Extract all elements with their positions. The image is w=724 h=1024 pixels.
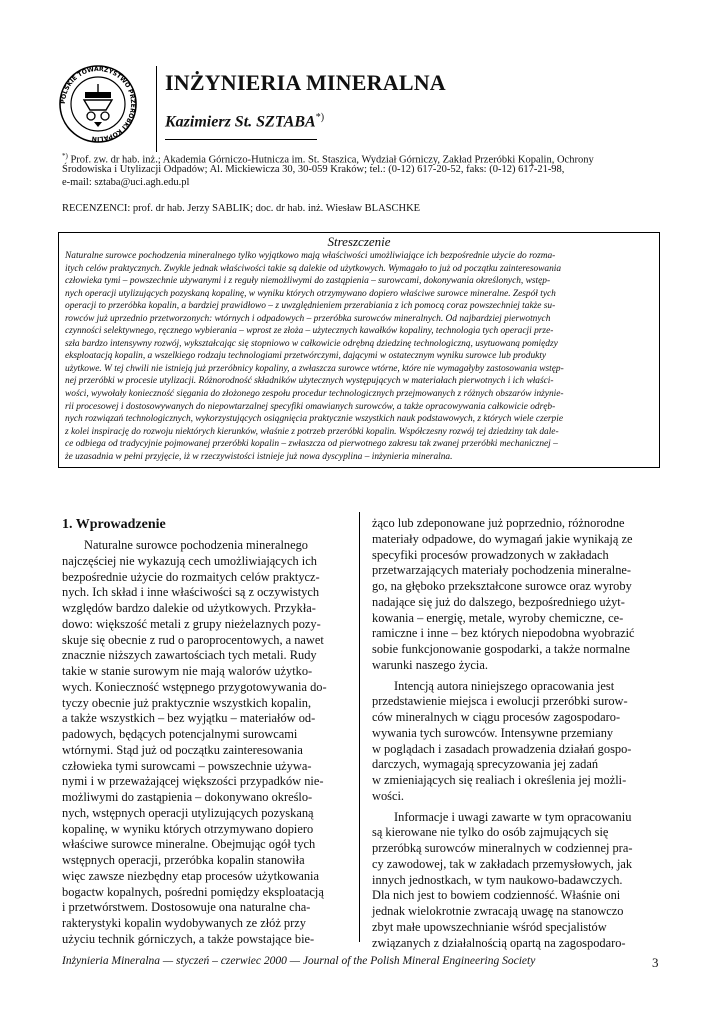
text-line: Naturalne surowce pochodzenia mineralnego tylko wyjątkowo mają właściwości umożliwiające ich bezpośrednie użycie do rozma- bbox=[65, 251, 556, 261]
text-line: skuje się obecnie z rud o paroprocentowych, a nawet bbox=[62, 632, 324, 647]
author-name-text: Kazimierz St. SZTABA bbox=[165, 113, 316, 131]
author-name bbox=[165, 112, 324, 131]
text-line: użyciu technik górniczych, a także powstające bie- bbox=[62, 931, 315, 946]
affiliation-mark: *) bbox=[62, 152, 68, 160]
author-footnote-mark: *) bbox=[315, 112, 325, 123]
text-line: i przetwórstwem. Dostosowuje ona naturalne cha- bbox=[62, 900, 311, 915]
text-line: sobie funkcjonowanie gospodarki, a także normalne bbox=[372, 642, 631, 656]
text-line: w poglądach i zasadach prowadzenia działań gospo- bbox=[372, 741, 632, 756]
abstract-box bbox=[58, 232, 660, 468]
text-line: wywania tych surowców. Intensywne przemiany bbox=[372, 725, 614, 740]
page-number: 3 bbox=[652, 955, 659, 970]
text-line: w zmieniających się realiach i określenia jej możli- bbox=[372, 773, 627, 787]
text-line: ców mineralnych w ciągu procesów zagospodaro- bbox=[372, 710, 621, 724]
text-line: nych. Ich skład i inne właściwości są z oczywistych bbox=[62, 585, 320, 600]
journal-title: INŻYNIERIA MINERALNA bbox=[165, 70, 446, 95]
text-line: nych, wstępnych operacji utylizujących pozyskaną bbox=[62, 805, 314, 820]
text-line: więc zawsze niezbędny etap procesów użytkowania bbox=[62, 868, 319, 883]
text-line: zbyt małe upowszechnianie wśród specjalistów bbox=[372, 919, 607, 934]
right-column bbox=[372, 516, 662, 951]
text-line: właściwe surowce mineralne. Obejmując ogół tych bbox=[62, 837, 316, 852]
affiliation-line: e-mail: sztaba@uci.agh.edu.pl bbox=[62, 177, 190, 189]
text-line: najczęściej nie wykazują cech umożliwiających ich bbox=[62, 553, 317, 568]
column-divider bbox=[359, 512, 360, 942]
text-line: nadające się już do dalszego, bezpośredniego użyt- bbox=[372, 594, 625, 609]
text-line: nych operacji utylizujących pozyskaną kopalinę, w wyniku których otrzymywano dopiero właściwe surowce mineralne. Zespół tych bbox=[65, 288, 556, 299]
text-line: itych celów praktycznych. Zwykle jednak właściwości takie są dalekie od użytkowych. Wymagało to już od początku zainteresowania bbox=[65, 263, 562, 274]
paragraph bbox=[372, 516, 662, 674]
text-line: kopalinę, w wyniku których otrzymywano dopiero bbox=[62, 821, 314, 836]
header-divider bbox=[156, 66, 157, 152]
text-line: wości, wywołały konieczność sięgania do złożonego zespołu procedur technologicznych przejmowanych z różnych obszarów inżynie- bbox=[65, 389, 564, 400]
text-line: ramiczne i inne – bez których niepodobna wyobrazić bbox=[372, 626, 635, 641]
text-line: bezpośrednie użycie do rozmaitych celów praktycz- bbox=[62, 569, 320, 584]
text-line: go, na głęboko przekształcone surowce oraz wyroby bbox=[372, 579, 632, 593]
text-line: operacji to przeróbka kopalin, a bardziej prawidłowo – z uwzględnieniem przerabiania z ich pomocą coraz powszechniej także su- bbox=[65, 301, 556, 312]
text-line: możliwymi do zastąpienia – dokonywano określo- bbox=[62, 790, 313, 804]
text-line: szła bardzo intensywny rozwój, wykształcając się stopniowo w całkowicie odrębną dziedzinę technologiczną, usytuowaną pomiędzy bbox=[65, 338, 558, 349]
text-line: bogactw kopalnych, pośredni pomiędzy eksploatacją bbox=[62, 884, 324, 899]
abstract-body bbox=[65, 250, 653, 463]
text-line: przedstawienie miejsca i ewolucji przeróbki surow- bbox=[372, 694, 628, 709]
author-affiliation bbox=[62, 150, 662, 190]
paragraph bbox=[372, 679, 662, 805]
affiliation-line-text: Prof. zw. dr hab. inż.; Akademia Górniczo-Hutnicza im. St. Staszica, Wydział Górniczy, Zakład Przeróbki Kopalin, Ochrony bbox=[67, 154, 594, 166]
text-line: Naturalne surowce pochodzenia mineralnego bbox=[84, 538, 308, 552]
text-line: warunki naszego życia. bbox=[372, 657, 488, 672]
text-line: użytkowe. W tej chwili nie istnieją już przeróbnicy kopaliny, a zwłaszcza surowce wtórne, które nie wymagałyby zastosowania wstęp- bbox=[65, 363, 564, 374]
text-line: żąco lub zdeponowane już poprzednio, różnorodne bbox=[372, 516, 625, 530]
text-line: ce odbiega od tradycyjnie pojmowanej przeróbki kopalin – zwłaszcza od pierwotnego zakresu tak zwanej przeróbki mechanicznej – bbox=[65, 439, 558, 450]
text-line: są kierowane nie tylko do osób zajmujących się bbox=[372, 825, 609, 840]
text-line: Informacje i uwagi zawarte w tym opracowaniu bbox=[394, 809, 632, 824]
text-line: eksploatacją kopalin, a wszelkiego rodzaju technologiami przetwórczymi, dającymi w ostatecznym wyniku surowce lub produkty bbox=[65, 351, 547, 362]
text-line: względów bardzo dalekie od użytkowych. Przykła- bbox=[62, 601, 316, 615]
text-line: nych rozwiązań technologicznych, wykorzystujących osiągnięcia praktycznie wszystkich nauk podstawowych, z których wiele czerpie bbox=[65, 414, 563, 425]
text-line: że uzasadnia w pełni przyjęcie, iż w rzeczywistości istnieje już nowa dyscyplina – inżynieria mineralna. bbox=[65, 451, 453, 462]
text-line: czynności selektywnego, ręcznego wybierania – wprost ze złoża – użytecznych kawałków kopaliny, technologia tych operacji prze- bbox=[65, 326, 554, 337]
page-footer: Inżynieria Mineralna — styczeń – czerwiec 2000 — Journal of the Polish Mineral Engineering Society bbox=[62, 955, 536, 967]
left-column bbox=[62, 516, 352, 948]
text-line: a także wszystkich – bez wyjątku – materiałów od- bbox=[62, 711, 316, 726]
text-line: człowieka tymi – powszechnie używanymi i z reguły niemożliwymi do zastąpienia – surowcami, dokonywania określonych, wstęp- bbox=[65, 276, 551, 287]
text-line: darczych, wymagają sprecyzowania jej zadań bbox=[372, 757, 599, 772]
section-heading: 1. Wprowadzenie bbox=[62, 517, 166, 532]
text-line: wości. bbox=[372, 788, 405, 803]
abstract-title: Streszczenie bbox=[327, 234, 391, 249]
text-line: nej przeróbki w procesie utylizacji. Różnorodność składników użytecznych występujących w materiałach pierwotnych i ich właści- bbox=[65, 376, 554, 387]
text-line: padowych, będących potencjalnymi surowcami bbox=[62, 727, 298, 741]
text-line: rakterystyki kopalin wydobywanych ze złóż przy bbox=[62, 916, 306, 930]
left-column-text bbox=[62, 538, 352, 948]
reviewers-line: RECENZENCI: prof. dr hab. Jerzy SABLIK; doc. dr hab. inż. Wiesław BLASCHKE bbox=[62, 203, 421, 214]
author-underline bbox=[165, 139, 317, 140]
text-line: Dla nich jest to bowiem codzienność. Właśnie oni bbox=[372, 888, 621, 903]
text-line: nymi i w przeważającej większości przypadków nie- bbox=[62, 774, 324, 789]
logo-ring-text: POLSKIE TOWARZYSTWO PRZERÓBKI KOPALIN bbox=[59, 65, 137, 143]
text-line: z kolei inspirację do rozwoju niektórych kierunków, właśnie z potrzeb przeróbki kopalin. Współczesny rozwój tej dziedziny tak dale- bbox=[65, 426, 559, 437]
text-line: wtórnymi. Stąd już od początku zainteresowania bbox=[62, 742, 303, 757]
text-line: tyczy obecnie już praktycznie wszystkich kopalin, bbox=[62, 695, 312, 710]
text-line: innych jednostkach, w tym naukowo-badawczych. bbox=[372, 872, 623, 887]
text-line: specyfiki procesów prowadzonych w zakładach bbox=[372, 547, 609, 562]
text-line: rowców już uprzednio przetworzonych: wtórnych i odpadowych – przeróbka surowców mineralnych. Od najbardziej pierwotnych bbox=[65, 313, 551, 324]
text-line: takie w stanie surowym nie mają walorów użytko- bbox=[62, 664, 313, 678]
text-line: Intencją autora niniejszego opracowania jest bbox=[394, 678, 615, 693]
affiliation-line: Środowiska i Utylizacji Odpadów; Al. Mickiewicza 30, 30-059 Kraków; tel.: (0-12) 617-20-52, faks: (0-12) 617-21-98, bbox=[62, 164, 565, 176]
text-line: wstępnych operacji, przeróbka kopalin stanowiła bbox=[62, 853, 305, 867]
society-logo-icon bbox=[58, 64, 138, 144]
text-line: przeróbką surowców mineralnych w codziennej pra- bbox=[372, 841, 633, 855]
text-line: cy zawodowej, tak w zakładach przemysłowych, jak bbox=[372, 856, 633, 871]
text-line: znacznie niższych zawartościach tych metali. Rudy bbox=[62, 648, 317, 663]
text-line: człowieka tymi surowcami – powszechnie używa- bbox=[62, 758, 312, 773]
text-line: jednak wielokrotnie zwracają uwagę na stanowczo bbox=[372, 904, 624, 918]
text-line: materiały odpadowe, do wymagań jakie wynikają ze bbox=[372, 531, 633, 546]
text-line: rii procesowej i dostosowywanych do niepowtarzalnej specyfiki omawianych surowców, a także opracowywania całkowicie odręb- bbox=[65, 401, 556, 412]
text-line: przetwarzających materiały pochodzenia mineralne- bbox=[372, 563, 632, 578]
text-line: związanych z działalnością opartą na zagospodaro- bbox=[372, 935, 626, 950]
paragraph bbox=[372, 810, 662, 952]
text-line: wych. Konieczność wstępnego przygotowywania do- bbox=[62, 679, 327, 694]
text-line: dowo: większość metali z grupy nieżelaznych pozy- bbox=[62, 616, 321, 631]
text-line: kowania – energię, metale, wyroby chemiczne, ce- bbox=[372, 610, 624, 625]
affiliation-line bbox=[62, 150, 662, 166]
